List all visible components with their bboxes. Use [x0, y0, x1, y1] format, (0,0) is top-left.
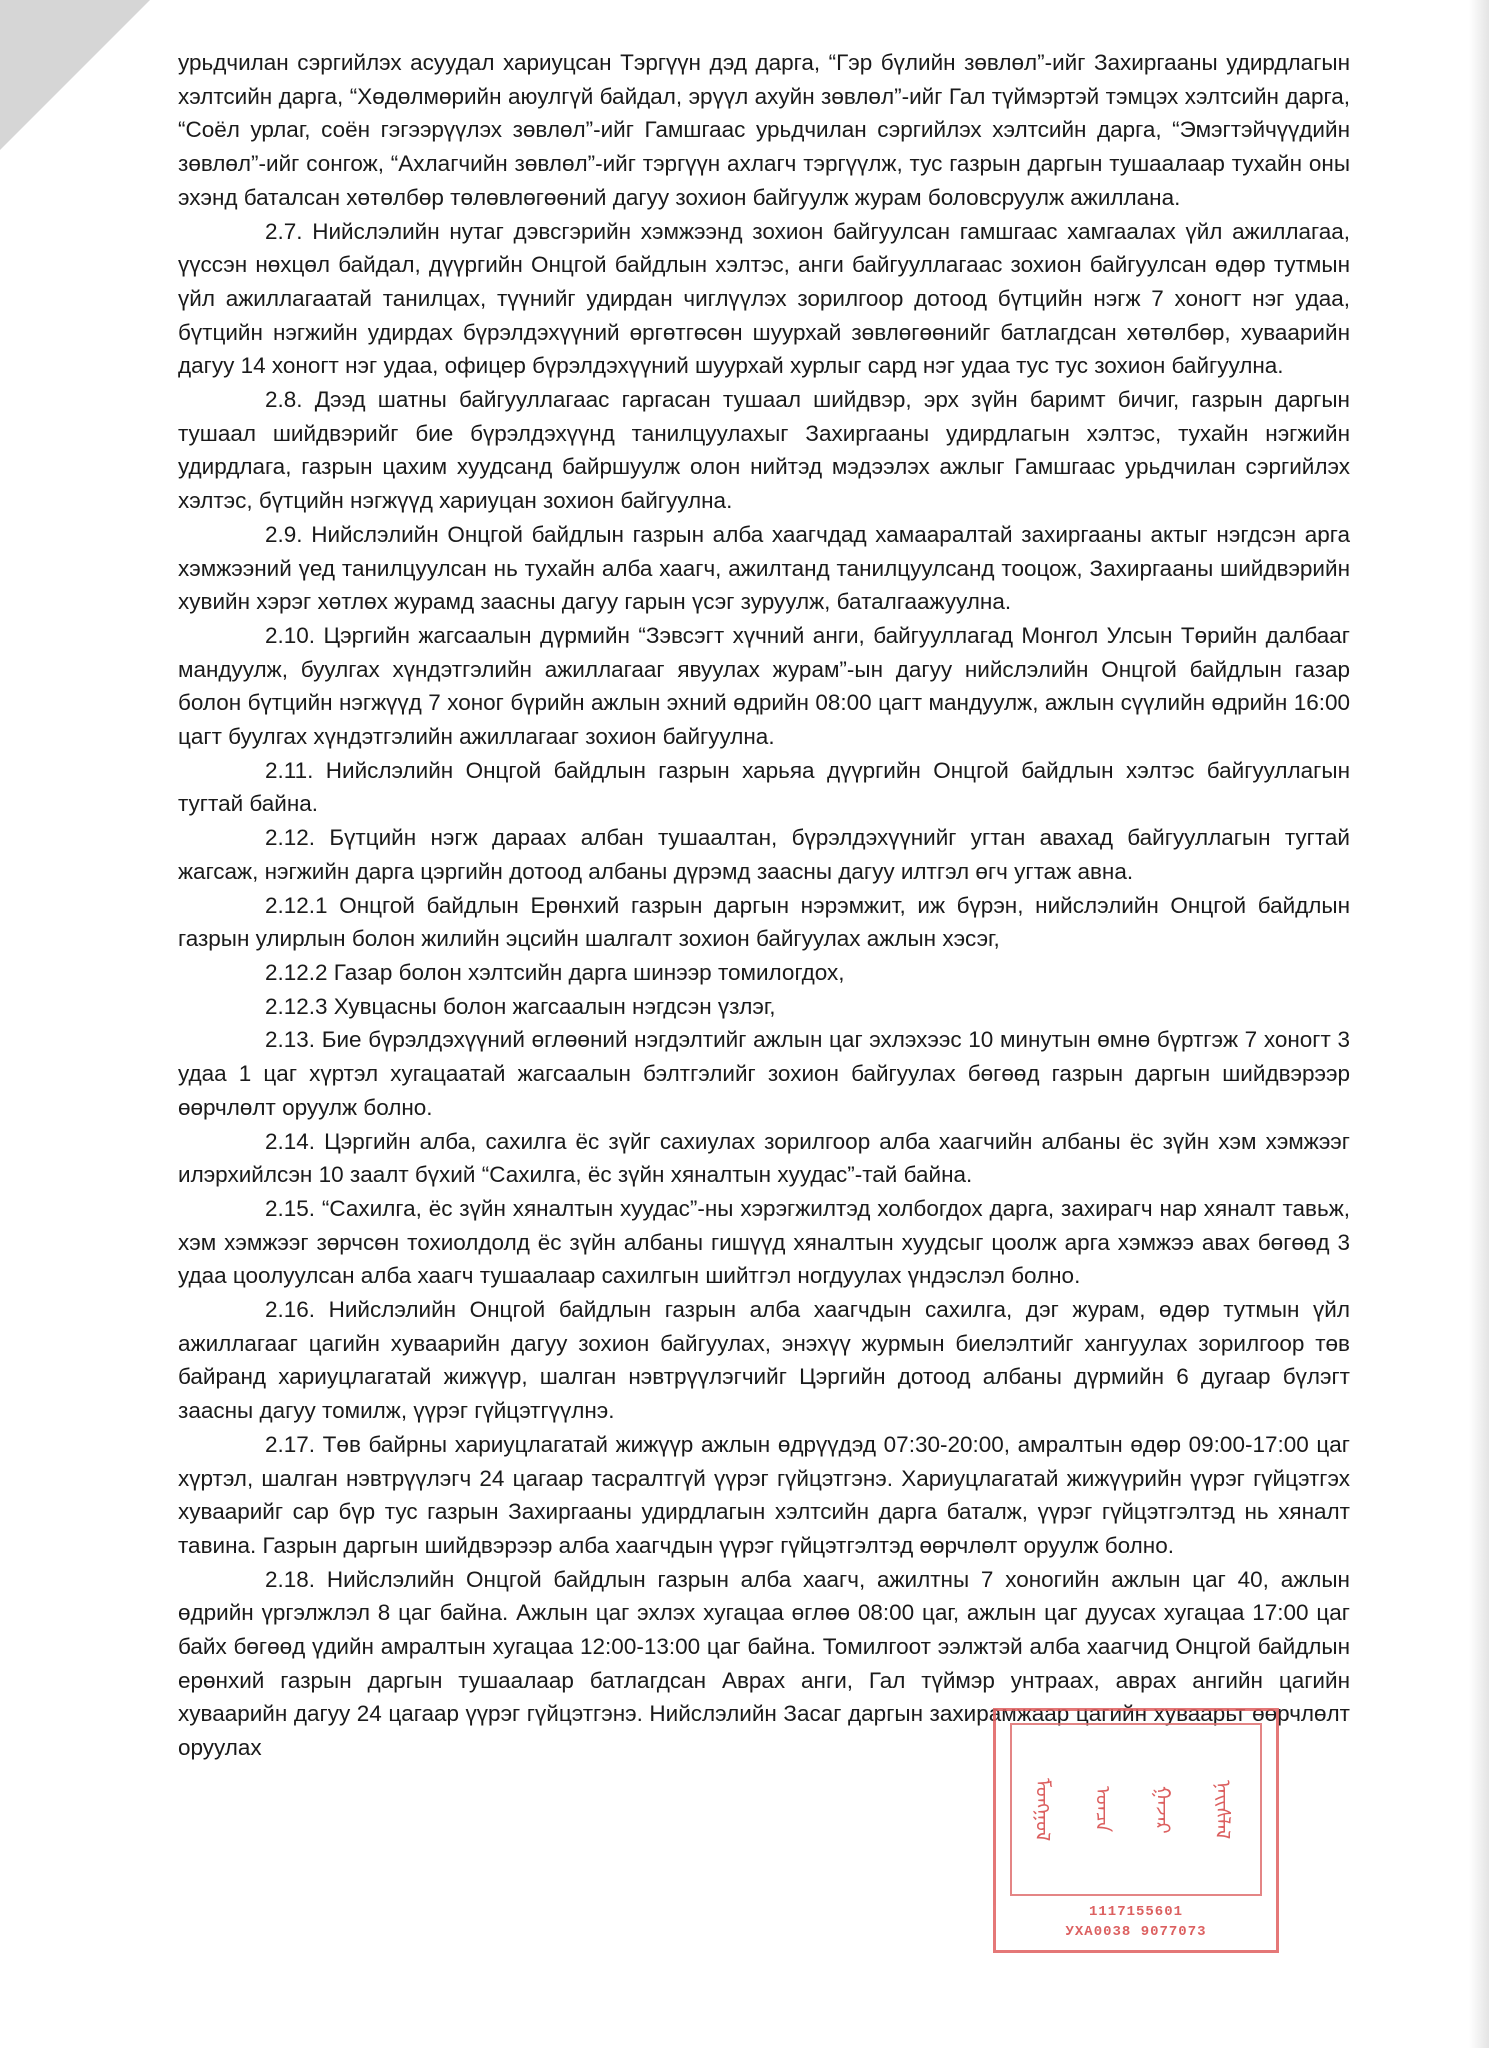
paragraph-2-9: 2.9. Нийслэлийн Онцгой байдлын газрын алба хаагчдад хамааралтай захиргааны актыг нэгдсэн арга хэмжээний үед танилцуулсан нь тухайн алба хаагч, ажилтанд танилцуулсанд тооцож, Захиргааны шийдвэрийн хувийн хэрэг хөтлөх журамд заасны дагуу гарын үсэг зуруулж, баталгаажуулна.	[178, 521, 1350, 615]
paragraph-2-18: 2.18. Нийслэлийн Онцгой байдлын газрын алба хаагч, ажилтны 7 хоногийн ажлын цаг 40, ажлын өдрийн үргэлжлэл 8 цаг байна. Ажлын цаг эхлэх хугацаа өглөө 08:00 цаг, ажлын цаг дуусах хугацаа 17:00 цаг байх бөгөөд үдийн амралтын хугацаа 12:00-13:00 цаг байна. Томилгоот ээлжтэй алба хаагчид Онцгой байдлын ерөнхий газрын даргын тушаалаар батлагдсан Аврах анги, Гал түймэр унтраах, аврах ангийн цагийн хуваарийн дагуу 24 цагаар үүрэг гүйцэтгэнэ. Нийслэлийн Засаг даргын захирамжаар цагийн хуваарьт өөрчлөлт оруулах	[178, 1566, 1350, 1761]
paragraph-2-14: 2.14. Цэргийн алба, сахилга ёс зүйг сахиулах зорилгоор алба хаагчийн албаны ёс зүйн хэм хэмжээг илэрхийлсэн 10 заалт бүхий “Сахилга, ёс зүйн хяналтын хуудас”-тай байна.	[178, 1128, 1350, 1188]
paragraph-2-12: 2.12. Бүтцийн нэгж дараах албан тушаалтан, бүрэлдэхүүнийг угтан авахад байгууллагын тугтай жагсаж, нэгжийн дарга цэргийн дотоод албаны дүрэмд заасны дагуу илтгэл өгч угтаж авна.	[178, 825, 1350, 884]
paragraph-2-13: 2.13. Бие бүрэлдэхүүний өглөөний нэгдэлтийг ажлын цаг эхлэхээс 10 минутын өмнө бүртгэж 7 хоногт 3 удаа 1 цаг хүртэл хугацаатай жагсаалын бэлтгэлийг зохион байгуулах бөгөөд газрын даргын шийдвэрээр өөрчлөлт оруулж болно.	[178, 1027, 1350, 1120]
stamp-script-column: ᠮᠣᠩᠭᠣᠯ	[1031, 1777, 1055, 1842]
stamp-code-line: УХА0038 9077073	[1065, 1924, 1207, 1940]
paragraph-2-16: 2.16. Нийслэлийн Онцгой байдлын газрын алба хаагчдын сахилга, дэг журам, өдөр тутмын үйл ажиллагааг цагийн хуваарийн дагуу зохион байгуулах, энэхүү журмын биелэлтийг хангуулах зорилгоор төв байранд хариуцлагатай жижүүр, шалган нэвтрүүлэгчийг Цэргийн дотоод албаны дүрмийн 6 дугаар бүлэгт заасны дагуу томилж, үүрэг гүйцэтгүүлнэ.	[178, 1297, 1350, 1424]
paragraph-2-10: 2.10. Цэргийн жагсаалын дүрмийн “Зэвсэгт хүчний анги, байгууллагад Монгол Улсын Төрийн далбааг мандуулж, буулгах хүндэтгэлийн ажиллагааг явуулах журам”-ын дагуу нийслэлийн Онцгой байдлын газар болон бүтцийн нэгжүүд 7 хоног бүрийн ажлын эхний өдрийн 08:00 цагт мандуулж, ажлын сүүлийн өдрийн 16:00 цагт буулгах хүндэтгэлийн ажиллагааг зохион байгуулна.	[178, 622, 1350, 750]
paragraph-2-11: 2.11. Нийслэлийн Онцгой байдлын газрын харьяа дүүргийн Онцгой байдлын хэлтэс байгууллагын тугтай байна.	[178, 757, 1350, 817]
stamp-script-column: ᠭᠠᠵᠠᠷ	[1151, 1785, 1175, 1834]
stamp-script-column: ᠣᠨᠴᠠ	[1091, 1786, 1115, 1833]
paragraph-continuation: урьдчилан сэргийлэх асуудал хариуцсан Тэргүүн дэд дарга, “Гэр бүлийн зөвлөл”-ийг Захиргааны удирдлагын хэлтсийн дарга, “Хөдөлмөрийн аюулгүй байдал, эрүүл ахуйн зөвлөл”-ийг Гал түймэртэй тэмцэх хэлтсийн дарга, “Соёл урлаг, соён гэгээрүүлэх зөвлөл”-ийг Гамшгаас урьдчилан сэргийлэх хэлтсийн дарга, “Эмэгтэйчүүдийн зөвлөл”-ийг сонгож, “Ахлагчийн зөвлөл”-ийг тэргүүн ахлагч тэргүүлж, тус газрын даргын тушаалаар тухайн оны эхэнд баталсан хөтөлбөр төлөвлөгөөний дагуу зохион байгуулж журам боловсруулж ажиллана.	[178, 50, 1350, 210]
page-edge-shadow	[1469, 0, 1489, 2048]
paragraph-2-8: 2.8. Дээд шатны байгууллагаас гаргасан тушаал шийдвэр, эрх зүйн баримт бичиг, газрын даргын тушаал шийдвэрийг бие бүрэлдэхүүнд танилцуулахыг Захиргааны удирдлагын хэлтэс, тухайн нэгжийн удирдлага, газрын цахим хуудсанд байршуулж олон нийтэд мэдээлэх ажлыг Гамшгаас урьдчилан сэргийлэх хэлтэс, бүтцийн нэгжүүд хариуцан зохион байгуулна.	[178, 387, 1350, 514]
paragraph-2-12-1: 2.12.1 Онцгой байдлын Ерөнхий газрын даргын нэрэмжит, иж бүрэн, нийслэлийн Онцгой байдлын газрын улирлын болон жилийн эцсийн шалгалт зохион байгуулах ажлын хэсэг,	[178, 892, 1350, 952]
folded-corner	[0, 0, 150, 150]
paragraph-2-17: 2.17. Төв байрны хариуцлагатай жижүүр ажлын өдрүүдэд 07:30-20:00, амралтын өдөр 09:00-17:00 цаг хүртэл, шалган нэвтрүүлэгч 24 цагаар тасралтгүй үүрэг гүйцэтгэнэ. Хариуцлагатай жижүүрийн үүрэг гүйцэтгэх хуваарийг сар бүр тус газрын Захиргааны удирдлагын хэлтсийн дарга баталж, үүрэг гүйцэтгэлтэд нь хяналт тавина. Газрын даргын шийдвэрээр алба хаагчдын үүрэг гүйцэтгэлтэд өөрчлөлт оруулж болно.	[178, 1431, 1350, 1558]
paragraph-2-12-2: 2.12.2 Газар болон хэлтсийн дарга шинээр томилогдох,	[265, 959, 845, 985]
document-body	[178, 46, 1350, 1765]
paragraph-2-7: 2.7. Нийслэлийн нутаг дэвсгэрийн хэмжээнд зохион байгуулсан гамшгаас хамгаалах үйл ажиллагаа, үүссэн нөхцөл байдал, дүүргийн Онцгой байдлын хэлтэс, анги байгууллагаас зохион байгуулсан өдөр тутмын үйл ажиллагаатай танилцах, түүнийг удирдан чиглүүлэх зорилгоор дотоод бүтцийн нэгж 7 хоногт нэг удаа, бүтцийн нэгжийн удирдах бүрэлдэхүүний өргөтгөсөн шуурхай зөвлөгөөнийг батлагдсан хөтөлбөр, хуваарийн дагуу 14 хоногт нэг удаа, офицер бүрэлдэхүүний шуурхай хурлыг сард нэг удаа тус тус зохион байгуулна.	[178, 218, 1350, 379]
official-stamp	[993, 1708, 1279, 1953]
stamp-script-column: ᠨᠡᠢᠰᠯᠡᠯ	[1211, 1779, 1235, 1840]
stamp-inner-border	[1010, 1723, 1262, 1896]
paragraph-2-12-3: 2.12.3 Хувцасны болон жагсаалын нэгдсэн үзлэг,	[265, 993, 776, 1019]
paragraph-2-15: 2.15. “Сахилга, ёс зүйн хяналтын хуудас”-ны хэрэгжилтэд холбогдох дарга, захирагч нар хяналт тавьж, хэм хэмжээг зөрчсөн тохиолдолд ёс зүйн албаны гишүүд хяналтын хуудсыг цоолж арга хэмжээ авах бөгөөд 3 удаа цоолуулсан алба хаагч тушаалаар сахилгын шийтгэл ногдуулах үндэслэл болно.	[178, 1195, 1350, 1289]
stamp-number-line: 1117155601	[1088, 1904, 1183, 1920]
